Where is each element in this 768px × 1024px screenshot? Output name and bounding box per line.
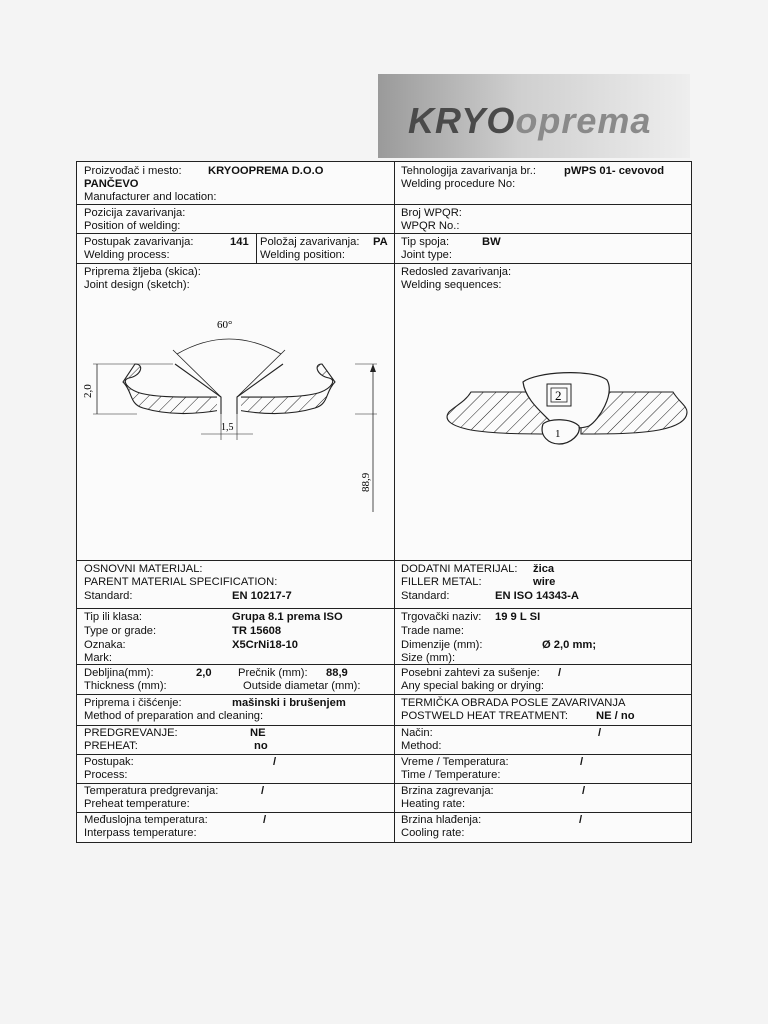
wps-label: Tehnologija zavarivanja br.: bbox=[401, 165, 536, 177]
filler-standard-value: EN ISO 14343-A bbox=[495, 590, 579, 602]
method-label-en: Method: bbox=[401, 740, 442, 752]
preheat-temp-label: Temperatura predgrevanja: bbox=[84, 785, 219, 797]
cooling-rate-label: Brzina hlađenja: bbox=[401, 814, 482, 826]
filler-standard-label: Standard: bbox=[401, 590, 450, 602]
grid-line bbox=[77, 783, 691, 784]
weld-position-label: Položaj zavarivanja: bbox=[260, 236, 360, 248]
grid-line bbox=[77, 725, 691, 726]
angle-arc bbox=[177, 339, 281, 354]
diameter-label: Prečnik (mm): bbox=[238, 667, 308, 679]
grid-line bbox=[77, 560, 691, 561]
heating-rate-label: Brzina zagrevanja: bbox=[401, 785, 494, 797]
diameter-label-en: Outside diametar (mm): bbox=[243, 680, 361, 692]
grid-line bbox=[77, 233, 691, 234]
filler-title-en-value: wire bbox=[533, 576, 556, 588]
interpass-value: / bbox=[263, 814, 267, 826]
thickness-dimension: 2,0 bbox=[82, 384, 94, 398]
joint-type-label-en: Joint type: bbox=[401, 249, 452, 261]
trade-name-label-en: Trade name: bbox=[401, 625, 465, 637]
grid-line bbox=[77, 694, 691, 695]
parent-mark-value: X5CrNi18-10 bbox=[232, 639, 298, 651]
preheat-process-label-en: Process: bbox=[84, 769, 128, 781]
interpass-label-en: Interpass temperature: bbox=[84, 827, 197, 839]
time-temp-label: Vreme / Temperatura: bbox=[401, 756, 509, 768]
size-label-en: Size (mm): bbox=[401, 652, 456, 664]
wpqr-label: Broj WPQR: bbox=[401, 207, 462, 219]
parent-material-title: OSNOVNI MATERIJAL: bbox=[84, 563, 203, 575]
thickness-value: 2,0 bbox=[196, 667, 212, 679]
heating-rate-label-en: Heating rate: bbox=[401, 798, 466, 810]
grid-line bbox=[77, 608, 691, 609]
manufacturer-label-en: Manufacturer and location: bbox=[84, 191, 217, 203]
filler-title: DODATNI MATERIJAL: bbox=[401, 563, 518, 575]
diameter-value: 88,9 bbox=[326, 667, 348, 679]
weld-pass-root bbox=[542, 420, 579, 444]
preheat-temp-label-en: Preheat temperature: bbox=[84, 798, 190, 810]
grid-line bbox=[77, 812, 691, 813]
method-value: / bbox=[598, 727, 602, 739]
bevel-extension-right bbox=[237, 350, 285, 397]
company-logo-banner bbox=[378, 74, 690, 158]
joint-type-value: BW bbox=[482, 236, 501, 248]
position-label: Pozicija zavarivanja: bbox=[84, 207, 186, 219]
parent-type-value: Grupa 8.1 prema ISO bbox=[232, 611, 343, 623]
time-temp-label-en: Time / Temperature: bbox=[401, 769, 501, 781]
grid-line bbox=[77, 754, 691, 755]
trade-name-value: 19 9 L SI bbox=[495, 611, 541, 623]
manufacturer-value: KRYOOPREMA D.O.O bbox=[208, 165, 324, 177]
logo-part2: oprema bbox=[515, 100, 652, 141]
pass-2-number: 2 bbox=[555, 388, 562, 403]
parent-type-value-2: TR 15608 bbox=[232, 625, 282, 637]
grid-line bbox=[77, 263, 691, 264]
diameter-dimension: 88,9 bbox=[360, 472, 372, 492]
joint-design-label-en: Joint design (sketch): bbox=[84, 279, 190, 291]
process-value: 141 bbox=[230, 236, 249, 248]
preheat-temp-value: / bbox=[261, 785, 265, 797]
interpass-label: Međuslojna temperatura: bbox=[84, 814, 208, 826]
grid-line bbox=[256, 233, 257, 263]
angle-dimension: 60° bbox=[217, 319, 233, 331]
preparation-label-en: Method of preparation and cleaning: bbox=[84, 710, 264, 722]
wps-value-text: pWPS 01- cevovod bbox=[564, 165, 665, 177]
wps-label-en: Welding procedure No: bbox=[401, 178, 516, 190]
parent-type-label-en: Type or grade: bbox=[84, 625, 157, 637]
manufacturer-city: PANČEVO bbox=[84, 178, 139, 190]
welding-sequence-label-en: Welding sequences: bbox=[401, 279, 502, 291]
preheat-label-en: PREHEAT: bbox=[84, 740, 138, 752]
preheat-value: NE bbox=[250, 727, 266, 739]
parent-standard-value: EN 10217-7 bbox=[232, 590, 292, 602]
company-logo bbox=[408, 100, 651, 142]
pass-1-number: 1 bbox=[555, 428, 561, 440]
bevel-extension-left bbox=[173, 350, 221, 397]
trade-name-label: Trgovački naziv: bbox=[401, 611, 482, 623]
preheat-process-label: Postupak: bbox=[84, 756, 134, 768]
preheat-process-value: / bbox=[273, 756, 277, 768]
pwht-value: NE / no bbox=[596, 710, 635, 722]
logo-part1: KRYO bbox=[408, 100, 516, 141]
baking-label-en: Any special baking or drying: bbox=[401, 680, 545, 692]
welding-sequence-label: Redosled zavarivanja: bbox=[401, 266, 512, 278]
filler-title-en: FILLER METAL: bbox=[401, 576, 482, 588]
size-value: Ø 2,0 mm; bbox=[542, 639, 597, 651]
thickness-label: Debljina(mm): bbox=[84, 667, 154, 679]
cooling-rate-value: / bbox=[579, 814, 583, 826]
parent-type-label: Tip ili klasa: bbox=[84, 611, 143, 623]
pwht-title-en: POSTWELD HEAT TREATMENT: bbox=[401, 710, 569, 722]
wpqr-label-en: WPQR No.: bbox=[401, 220, 460, 232]
process-label-en: Welding process: bbox=[84, 249, 170, 261]
pwht-title: TERMIČKA OBRADA POSLE ZAVARIVANJA bbox=[401, 697, 626, 709]
joint-design-sketch bbox=[77, 302, 393, 557]
size-label: Dimenzije (mm): bbox=[401, 639, 483, 651]
wps-value bbox=[564, 165, 664, 178]
preheat-label: PREDGREVANJE: bbox=[84, 727, 178, 739]
parent-mark-label: Oznaka: bbox=[84, 639, 126, 651]
joint-type-label: Tip spoja: bbox=[401, 236, 450, 248]
cooling-rate-label-en: Cooling rate: bbox=[401, 827, 465, 839]
wps-form bbox=[76, 161, 692, 843]
baking-label: Posebni zahtevi za sušenje: bbox=[401, 667, 540, 679]
grid-line bbox=[77, 664, 691, 665]
preparation-value: mašinski i brušenjem bbox=[232, 697, 346, 709]
base-plate-left bbox=[123, 364, 221, 414]
time-temp-value: / bbox=[580, 756, 584, 768]
preparation-label: Priprema i čišćenje: bbox=[84, 697, 182, 709]
process-label: Postupak zavarivanja: bbox=[84, 236, 194, 248]
manufacturer-label: Proizvođač i mesto: bbox=[84, 165, 182, 177]
weld-position-value: PA bbox=[373, 236, 388, 248]
thickness-label-en: Thickness (mm): bbox=[84, 680, 167, 692]
method-label: Način: bbox=[401, 727, 433, 739]
parent-mark-label-en: Mark: bbox=[84, 652, 112, 664]
preheat-value-en: no bbox=[254, 740, 268, 752]
welding-sequence-sketch bbox=[395, 302, 690, 557]
baking-value: / bbox=[558, 667, 562, 679]
heating-rate-value: / bbox=[582, 785, 586, 797]
base-plate-right bbox=[237, 364, 335, 414]
parent-material-title-en: PARENT MATERIAL SPECIFICATION: bbox=[84, 576, 278, 588]
joint-design-label: Priprema žljeba (skica): bbox=[84, 266, 201, 278]
position-label-en: Position of welding: bbox=[84, 220, 181, 232]
grid-line bbox=[77, 204, 691, 205]
dimension-arrow bbox=[370, 364, 376, 372]
parent-standard-label: Standard: bbox=[84, 590, 133, 602]
root-gap-dimension: 1,5 bbox=[221, 422, 234, 433]
filler-title-value: žica bbox=[533, 563, 555, 575]
weld-position-label-en: Welding position: bbox=[260, 249, 345, 261]
